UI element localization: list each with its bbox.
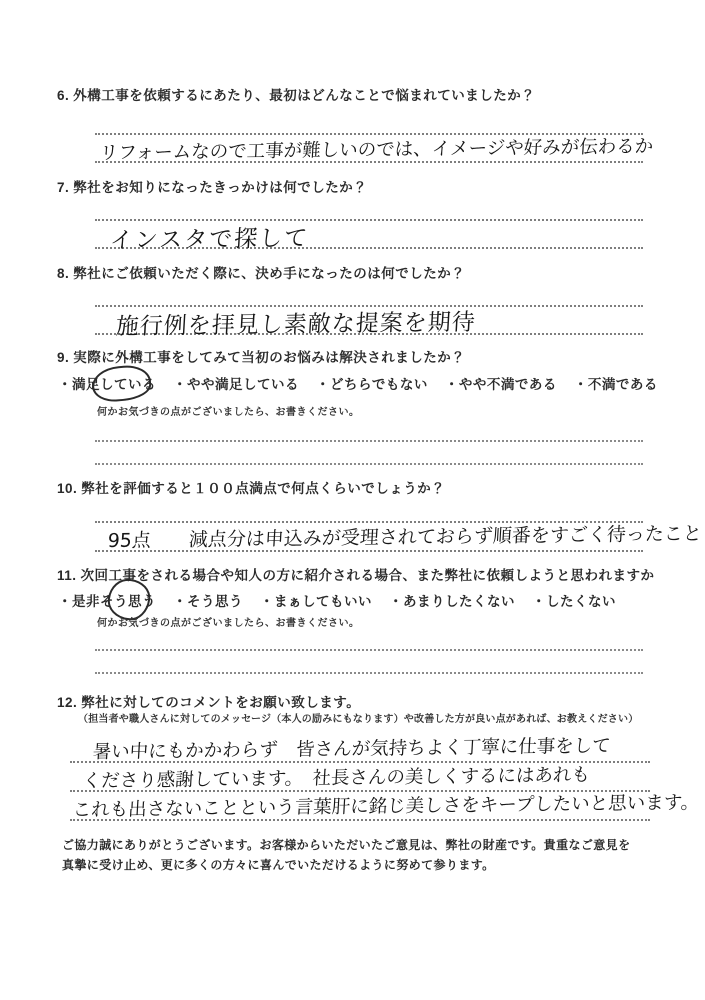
question-10 [57, 477, 657, 497]
q9-blank-answer-line [95, 440, 643, 442]
question-12-number: 12. [57, 695, 78, 710]
question-6-number: 6. [57, 88, 70, 103]
question-6 [57, 84, 657, 104]
question-8 [57, 262, 657, 282]
handwritten-answer-q7: インスタで探して [109, 225, 310, 254]
q9-option-neutral: ・ どちらでもない [316, 373, 428, 393]
question-8-number: 8. [57, 266, 70, 281]
handwritten-comment-line-2: くださり感謝しています。 社長さんの美しくするにはあれも [82, 764, 591, 792]
q9-option-somewhat-dissatisfied: ・ やや不満である [445, 373, 557, 393]
question-9-text: 実際に外構工事をしてみて当初のお悩みは解決されましたか？ [73, 350, 466, 365]
question-8-text: 弊社にご依頼いただく際に、決め手になったのは何でしたか？ [73, 266, 466, 281]
q12-comment-line [70, 763, 650, 792]
q9-blank-answer-line [95, 463, 643, 465]
answer-area-q8 [95, 305, 643, 340]
question-12-subtext: （担当者や職人さんに対してのメッセージ（本人の励みにもなります）や改善した方が良い点があれば、お教えください） [78, 714, 639, 725]
question-10-number: 10. [57, 481, 78, 496]
question-12-text: 弊社に対してのコメントをお願い致します。 [81, 695, 361, 710]
handwritten-comment-line-1: 暑い中にもかかわらず 皆さんが気持ちよく丁寧に仕事をして [92, 735, 612, 763]
question-9 [57, 346, 657, 366]
q9-option-satisfied: ・ 満足している [58, 373, 156, 393]
footer-line-2: 真摯に受け止め、更に多くの方々に喜んでいただけるように努めて参ります。 [62, 857, 495, 872]
q9-note-label: 何かお気づきの点がございましたら、お書きください。 [97, 407, 360, 418]
q11-option-no: ・ したくない [532, 590, 616, 610]
q9-option-somewhat-satisfied: ・ やや満足している [173, 373, 299, 393]
footer-thanks-text [62, 836, 652, 876]
q9-selection-circle [91, 363, 153, 403]
handwritten-answer-q10: 95点 減点分は申込みが受理されておらず順番をすごく待ったこと [107, 522, 703, 552]
question-7-number: 7. [57, 180, 70, 195]
q12-comment-line [70, 734, 650, 763]
q11-option-rather-not: ・ あまりしたくない [389, 590, 515, 610]
handwritten-answer-q6: リフォームなので工事が難しいのでは、イメージや好みが伝わるか [99, 136, 654, 164]
question-11-text: 次回工事をされる場合や知人の方に紹介される場合、また弊社に依頼しようと思われますか [80, 568, 655, 583]
answer-area-q10 [95, 521, 703, 552]
q11-option-agree: ・ そう思う [173, 590, 243, 610]
question-6-text: 外構工事を依頼するにあたり、最初はどんなことで悩まれていましたか？ [73, 88, 536, 103]
question-11 [57, 564, 657, 584]
answer-area-q6 [95, 133, 654, 164]
question-11-number: 11. [57, 568, 77, 583]
q12-comment-area [70, 734, 700, 821]
q11-note-label: 何かお気づきの点がございましたら、お書きください。 [97, 618, 360, 629]
question-10-text: 弊社を評価すると１００点満点で何点くらいでしょうか？ [81, 481, 446, 496]
q9-option-dissatisfied: ・ 不満である [574, 373, 658, 393]
handwritten-answer-q8: 施行例を拝見し素敵な提案を期待 [115, 309, 477, 340]
answer-area-q7 [95, 219, 643, 254]
q11-blank-answer-line [95, 672, 643, 674]
question-9-number: 9. [57, 350, 70, 365]
q11-blank-answer-line [95, 649, 643, 651]
handwritten-comment-line-3: これも出さないことという言葉肝に銘じ美しさをキープしたいと思います。 [72, 792, 700, 821]
question-7-text: 弊社をお知りになったきっかけは何でしたか？ [73, 180, 368, 195]
q11-option-definitely: ・ 是非そう思う [58, 590, 156, 610]
question-7 [57, 176, 657, 196]
question-12 [57, 691, 657, 711]
q11-option-maybe: ・ まぁしてもいい [260, 590, 372, 610]
q12-comment-line [70, 792, 700, 821]
footer-line-1: ご協力誠にありがとうございます。お客様からいただいたご意見は、弊社の財産です。貴重なご意見を [62, 838, 631, 852]
